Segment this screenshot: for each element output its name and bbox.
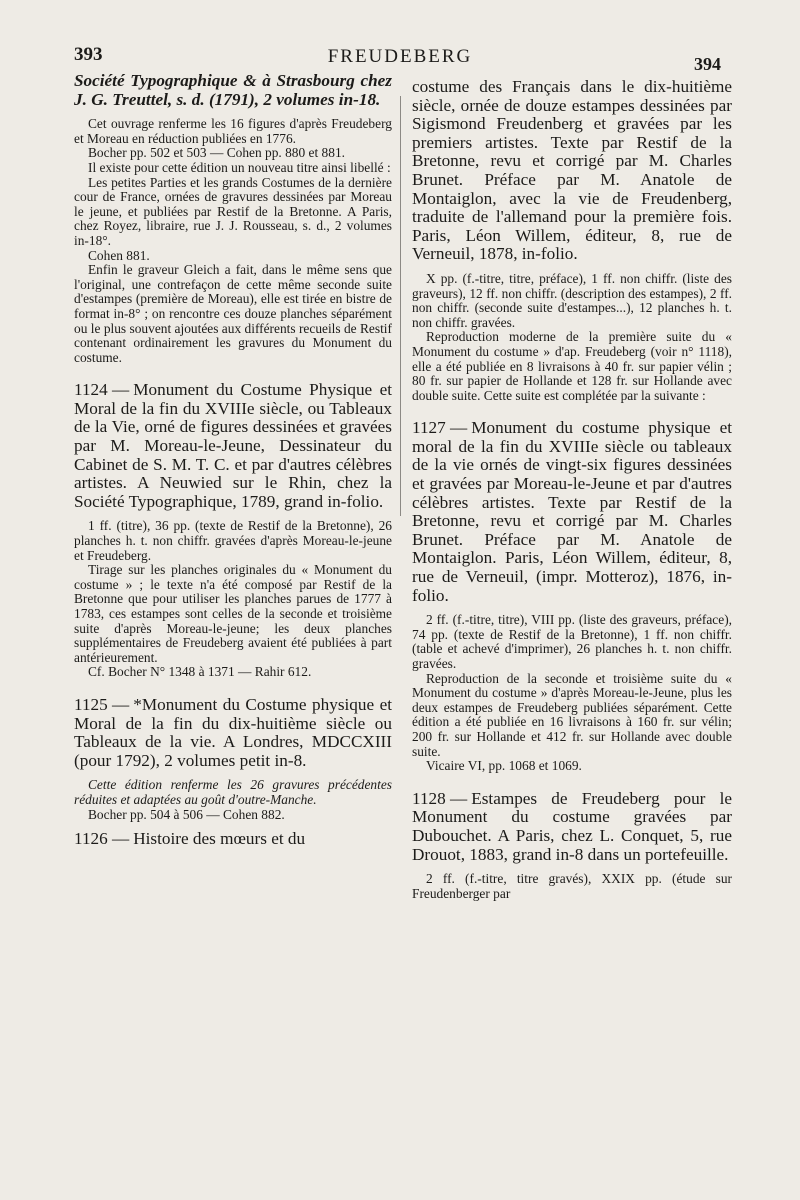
- entry-1128-number: 1128 —: [412, 788, 468, 808]
- entry-1124-description: Tirage sur les planches originales du « Monument du costume » ; le texte n'a été composé par Restif de la Bretonne que pour utiliser les planches parues de 1777 à 1783, ces estampes sont celles de la seconde et troisième suite d'après Moreau-le-jeune; les deux planches supplémentaires de Freudeberg avaient été publiées à part antérieurement.: [74, 562, 392, 665]
- page-header: [0, 42, 800, 72]
- continued-entry-collation: X pp. (f.-titre, titre, préface), 1 ff. non chiffr. (liste des graveurs), 12 ff. non chiffr. (description des estampes), 2 ff. non chiffr. (seconde suite d'estampes...), 12 planches h. t. non chiffr. gravées.: [412, 270, 732, 330]
- entry-1124-title: [74, 381, 392, 511]
- intro-note-gleich: Enfin le graveur Gleich a fait, dans le même sens que l'original, une contrefaçon de cette même seconde suite d'estampes (première de Moreau), elle est tirée en bistre de format in-8° ; on rencontre ces douze planches séparément ou le plus souvent ajoutées aux différents recueils de Restif contenant ordinairement les gravures du Monument du costume.: [74, 262, 392, 365]
- running-title: FREUDEBERG: [327, 46, 473, 67]
- entry-1125-refs: Bocher pp. 504 à 506 — Cohen 882.: [88, 806, 285, 822]
- entry-1124-collation: 1 ff. (titre), 36 pp. (texte de Restif de la Bretonne), 26 planches h. t. non chiffr. gravées d'après Moreau-le-jeune et Freudeberg.: [74, 518, 392, 563]
- right-column: [412, 78, 732, 901]
- column-divider: [400, 96, 401, 516]
- spacer: [74, 365, 392, 381]
- entry-1125-title: [74, 696, 392, 770]
- entry-1124-title-text: Monument du Costume Physique et Moral de la fin du XVIIIe siècle, ou Tableaux de la Vie, orné de figures dessinées et gravées par M. Moreau-le-Jeune, Dessinateur du Cabinet de S. M. T. C. et par d'autres célèbres artistes. A Neuwied sur le Rhin, chez la Société Typographique, 1789, grand in-folio.: [74, 380, 392, 511]
- intro-note-title-text: Les petites Parties et les grands Costumes de la dernière cour de France, ornées de gravures dessinées par Moreau le jeune, et publiées par Restif de la Bretonne. A Paris, chez Royez, libraire, rue J. J. Rousseau, s. d., 2 volumes in-18°.: [74, 174, 392, 248]
- entry-1126-title: [74, 830, 392, 849]
- intro-note-refs: Bocher pp. 502 et 503 — Cohen pp. 880 et 881.: [88, 145, 345, 161]
- right-page-number: 394: [694, 54, 721, 74]
- entry-1128-title-text: Estampes de Freudeberg pour le Monument du costume gravées par Dubouchet. A Paris, chez L. Conquet, 5, rue Drouot, 1883, grand in-8 dans un portefeuille.: [412, 788, 732, 864]
- intro-note-contents: Cet ouvrage renferme les 16 figures d'après Freudeberg et Moreau en réduction publiées en 1776.: [74, 116, 392, 146]
- entry-1124-refs: Cf. Bocher N° 1348 à 1371 — Rahir 612.: [88, 664, 312, 680]
- entry-1127-collation: 2 ff. (f.-titre, titre), VIII pp. (liste des graveurs, préface), 74 pp. (texte de Restif de la Bretonne), 1 ff. non chiffr. (table et achevé d'imprimer), 26 planches h. t. non chiffr. gravées.: [412, 612, 732, 671]
- entry-1125-number: 1125 —: [74, 694, 130, 714]
- spacer: [412, 774, 732, 790]
- entry-1126-title-text: Histoire des mœurs et du: [133, 829, 306, 849]
- entry-1124-number: 1124 —: [74, 380, 130, 400]
- entry-1127-number: 1127 —: [412, 418, 468, 438]
- entry-1127-description: Reproduction de la seconde et troisième suite du « Monument du costume » d'après Moreau-le-Jeune, plus les deux estampes de Freudeberg publiées séparément. Cette édition a été publiée en 16 livraisons à 160 fr. sur vélin; 200 fr. sur Hollande et 412 fr. sur Hollande avec double suite.: [412, 670, 732, 759]
- entry-1125-title-text: *Monument du Costume physique et Moral de la fin du dix-huitième siècle ou Tableaux de la vie. A Londres, MDCCXIII (pour 1792), 2 volumes petit in-8.: [74, 694, 392, 770]
- entry-1127-refs: Vicaire VI, pp. 1068 et 1069.: [426, 758, 582, 774]
- entry-1128-collation: 2 ff. (f.-titre, titre gravés), XXIX pp. (étude sur Freudenberger par: [412, 871, 732, 901]
- spacer: [74, 680, 392, 696]
- spacer: [412, 403, 732, 419]
- entry-1128-title: [412, 790, 732, 864]
- intro-note-cohen: Cohen 881.: [88, 247, 150, 263]
- entry-1127-title: [412, 419, 732, 605]
- continued-entry-description: Reproduction moderne de la première suite du « Monument du costume » d'ap. Freudeberg (voir n° 1118), elle a été publiée en 8 livraisons à 40 fr. sur papier vélin ; 80 fr. sur papier de Hollande et 128 fr. sur Hollande avec double suite. Cette suite est complétée par la suivante :: [412, 329, 732, 403]
- entry-1126-number: 1126 —: [74, 829, 130, 849]
- intro-entry-title: Société Typographique & à Strasbourg chez J. G. Treuttel, s. d. (1791), 2 volumes in-18.: [74, 71, 392, 109]
- intro-note-new-title: Il existe pour cette édition un nouveau titre ainsi libellé :: [88, 159, 391, 175]
- entry-1127-title-text: Monument du costume physique et moral de la fin du XVIIIe siècle ou tableaux de la vie ornés de vingt-six figures dessinées et gravées par Moreau-le-Jeune et par d'autres célèbres artistes. Texte par Restif de la Bretonne, revu et corrigé par M. Charles Brunet. Préface par M. Anatole de Montaiglon. Paris, Léon Willem, éditeur, 8, rue de Verneuil, (impr. Motteroz), 1876, in-folio.: [412, 418, 732, 605]
- entry-1125-description: Cette édition renferme les 26 gravures précédentes réduites et adaptées au goût d'outre-Manche.: [74, 777, 392, 807]
- left-page-number: 393: [74, 44, 103, 65]
- left-column: [74, 72, 392, 849]
- continued-entry-title: costume des Français dans le dix-huitième siècle, ornée de douze estampes dessinées par Sigismond Freudenberg et gravées par les premiers artistes. Texte par Restif de la Bretonne, revu et corrigé par M. Charles Brunet. Préface par M. Anatole de Montaiglon, avec la vie de Freudenberg, traduite de l'allemand pour la première fois. Paris, Léon Willem, éditeur, 8, rue de Verneuil, 1878, in-folio.: [412, 77, 732, 264]
